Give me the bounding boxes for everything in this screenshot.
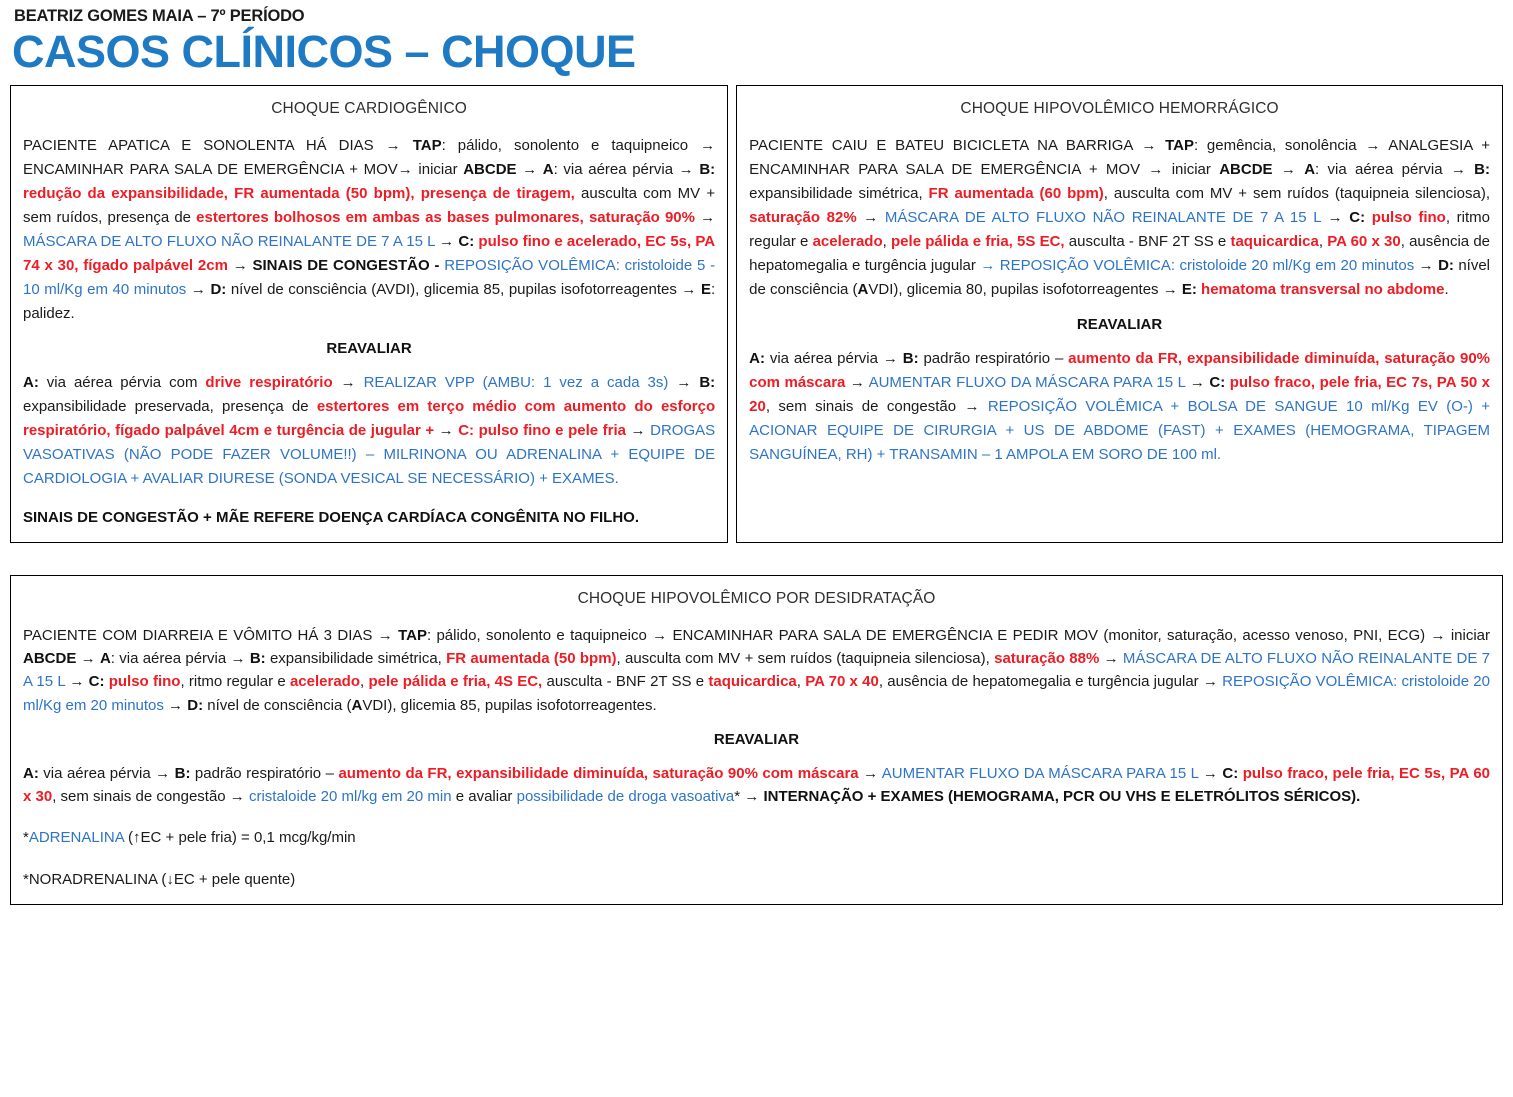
- footer-note-cardiogenico: SINAIS DE CONGESTÃO + MÃE REFERE DOENÇA CARDÍACA CONGÊNITA NO FILHO.: [23, 509, 640, 527]
- page-title: CASOS CLÍNICOS – CHOQUE: [12, 26, 636, 77]
- card-choque-cardiogenico: [10, 85, 728, 543]
- top-cards-row: [10, 85, 1503, 543]
- card-choque-hipovolemico-desidratacao: [10, 575, 1503, 906]
- reavaliar-label-cardiogenico: REAVALIAR: [326, 340, 412, 358]
- reavaliar-body-hemorragico: A: via aérea pérvia → B: padrão respiratório – aumento da FR, expansibilidade diminuída, saturação 90% com máscara → AUMENTAR FLUXO DA MÁSCARA PARA 15 L → C: pulso fraco, pele fria, EC 7s, PA 50 x 20, sem sinais de congestão → REPOSIÇÃO VOLÊMICA + BOLSA DE SANGUE 10 ml/Kg EV (O-) + ACIONAR EQUIPE DE CIRURGIA + US DE ABDOME (FAST) + EXAMES (HEMOGRAMA, TIPAGEM SANGUÍNEA, RH) + TRANSAMIN – 1 AMPOLA EM SORO DE 100 ml.: [749, 350, 1491, 464]
- card-title-cardiogenico: CHOQUE CARDIOGÊNICO: [271, 100, 467, 118]
- case-body-desidratacao: PACIENTE COM DIARREIA E VÔMITO HÁ 3 DIAS → TAP: pálido, sonolento e taquipneico → ENCAMINHAR PARA SALA DE EMERGÊNCIA E PEDIR MOV (monitor, saturação, acesso venoso, PNI, ECG) → iniciar ABCDE → A: via aérea pérvia → B: expansibilidade simétrica, FR aumentada (50 bpm), ausculta com MV + sem ruídos (taquipneia silenciosa), saturação 88% → MÁSCARA DE ALTO FLUXO NÃO REINALANTE DE 7 A 15 L → C: pulso fino, ritmo regular e acelerado, pele pálida e fria, 4S EC, ausculta - BNF 2T SS e taquicardica, PA 70 x 40, ausência de hepatomegalia e turgência jugular → REPOSIÇÃO VOLÊMICA: cristoloide 20 ml/Kg em 20 minutos → D: nível de consciência (AVDI), glicemia 85, pupilas isofotorreagentes.: [23, 626, 1491, 714]
- card-choque-hipovolemico-hemorragico: [736, 85, 1503, 543]
- case-body-cardiogenico: PACIENTE APATICA E SONOLENTA HÁ DIAS → TAP: pálido, sonolento e taquipneico → ENCAMINHAR PARA SALA DE EMERGÊNCIA + MOV→ iniciar ABCDE → A: via aérea pérvia → B: redução da expansibilidade, FR aumentada (50 bpm), presença de tiragem, ausculta com MV + sem ruídos, presença de estertores bolhosos em ambas as bases pulmonares, saturação 90% → MÁSCARA DE ALTO FLUXO NÃO REINALANTE DE 7 A 15 L → C: pulso fino e acelerado, EC 5s, PA 74 x 30, fígado palpável 2cm → SINAIS DE CONGESTÃO - REPOSIÇÃO VOLÊMICA: cristoloide 5 - 10 ml/Kg em 40 minutos → D: nível de consciência (AVDI), glicemia 85, pupilas isofotorreagentes → E: palidez.: [23, 137, 716, 323]
- author-line: BEATRIZ GOMES MAIA – 7º PERÍODO: [14, 7, 305, 25]
- reavaliar-body-desidratacao: A: via aérea pérvia → B: padrão respiratório – aumento da FR, expansibilidade diminuída, saturação 90% com máscara → AUMENTAR FLUXO DA MÁSCARA PARA 15 L → C: pulso fraco, pele fria, EC 5s, PA 60 x 30, sem sinais de congestão → cristaloide 20 ml/kg em 20 min e avaliar possibilidade de droga vasoativa* → INTERNAÇÃO + EXAMES (HEMOGRAMA, PCR OU VHS E ELETRÓLITOS SÉRICOS).: [23, 764, 1490, 805]
- card-title-desidratacao: CHOQUE HIPOVOLÊMICO POR DESIDRATAÇÃO: [577, 589, 936, 607]
- reavaliar-label-desidratacao: REAVALIAR: [713, 730, 800, 748]
- case-body-hemorragico: PACIENTE CAIU E BATEU BICICLETA NA BARRIGA → TAP: gemência, sonolência → ANALGESIA + ENCAMINHAR PARA SALA DE EMERGÊNCIA + MOV → iniciar ABCDE → A: via aérea pérvia → B: expansibilidade simétrica, FR aumentada (60 bpm), ausculta com MV + sem ruídos (taquipneia silenciosa), saturação 82% → MÁSCARA DE ALTO FLUXO NÃO REINALANTE DE 7 A 15 L → C: pulso fino, ritmo regular e acelerado, pele pálida e fria, 5S EC, ausculta - BNF 2T SS e taquicardica, PA 60 x 30, ausência de hepatomegalia e turgência jugular → REPOSIÇÃO VOLÊMICA: cristoloide 20 ml/Kg em 20 minutos → D: nível de consciência (AVDI), glicemia 80, pupilas isofotorreagentes → E: hematoma transversal no abdome.: [749, 137, 1491, 299]
- note-noradrenalina: *NORADRENALINA (↓EC + pele quente): [23, 871, 296, 889]
- card-title-hemorragico: CHOQUE HIPOVOLÊMICO HEMORRÁGICO: [960, 100, 1279, 118]
- reavaliar-body-cardiogenico: A: via aérea pérvia com drive respiratório → REALIZAR VPP (AMBU: 1 vez a cada 3s) → B: expansibilidade preservada, presença de estertores em terço médio com aumento do esforço respiratório, fígado palpável 4cm e turgência de jugular + → C: pulso fino e pele fria → DROGAS VASOATIVAS (NÃO PODE FAZER VOLUME!!) – MILRINONA OU ADRENALINA + EQUIPE DE CARDIOLOGIA + AVALIAR DIURESE (SONDA VESICAL SE NECESSÁRIO) + EXAMES.: [23, 374, 716, 488]
- reavaliar-label-hemorragico: REAVALIAR: [1076, 316, 1163, 334]
- note-adrenalina: *ADRENALINA (↑EC + pele fria) = 0,1 mcg/kg/min: [23, 829, 356, 847]
